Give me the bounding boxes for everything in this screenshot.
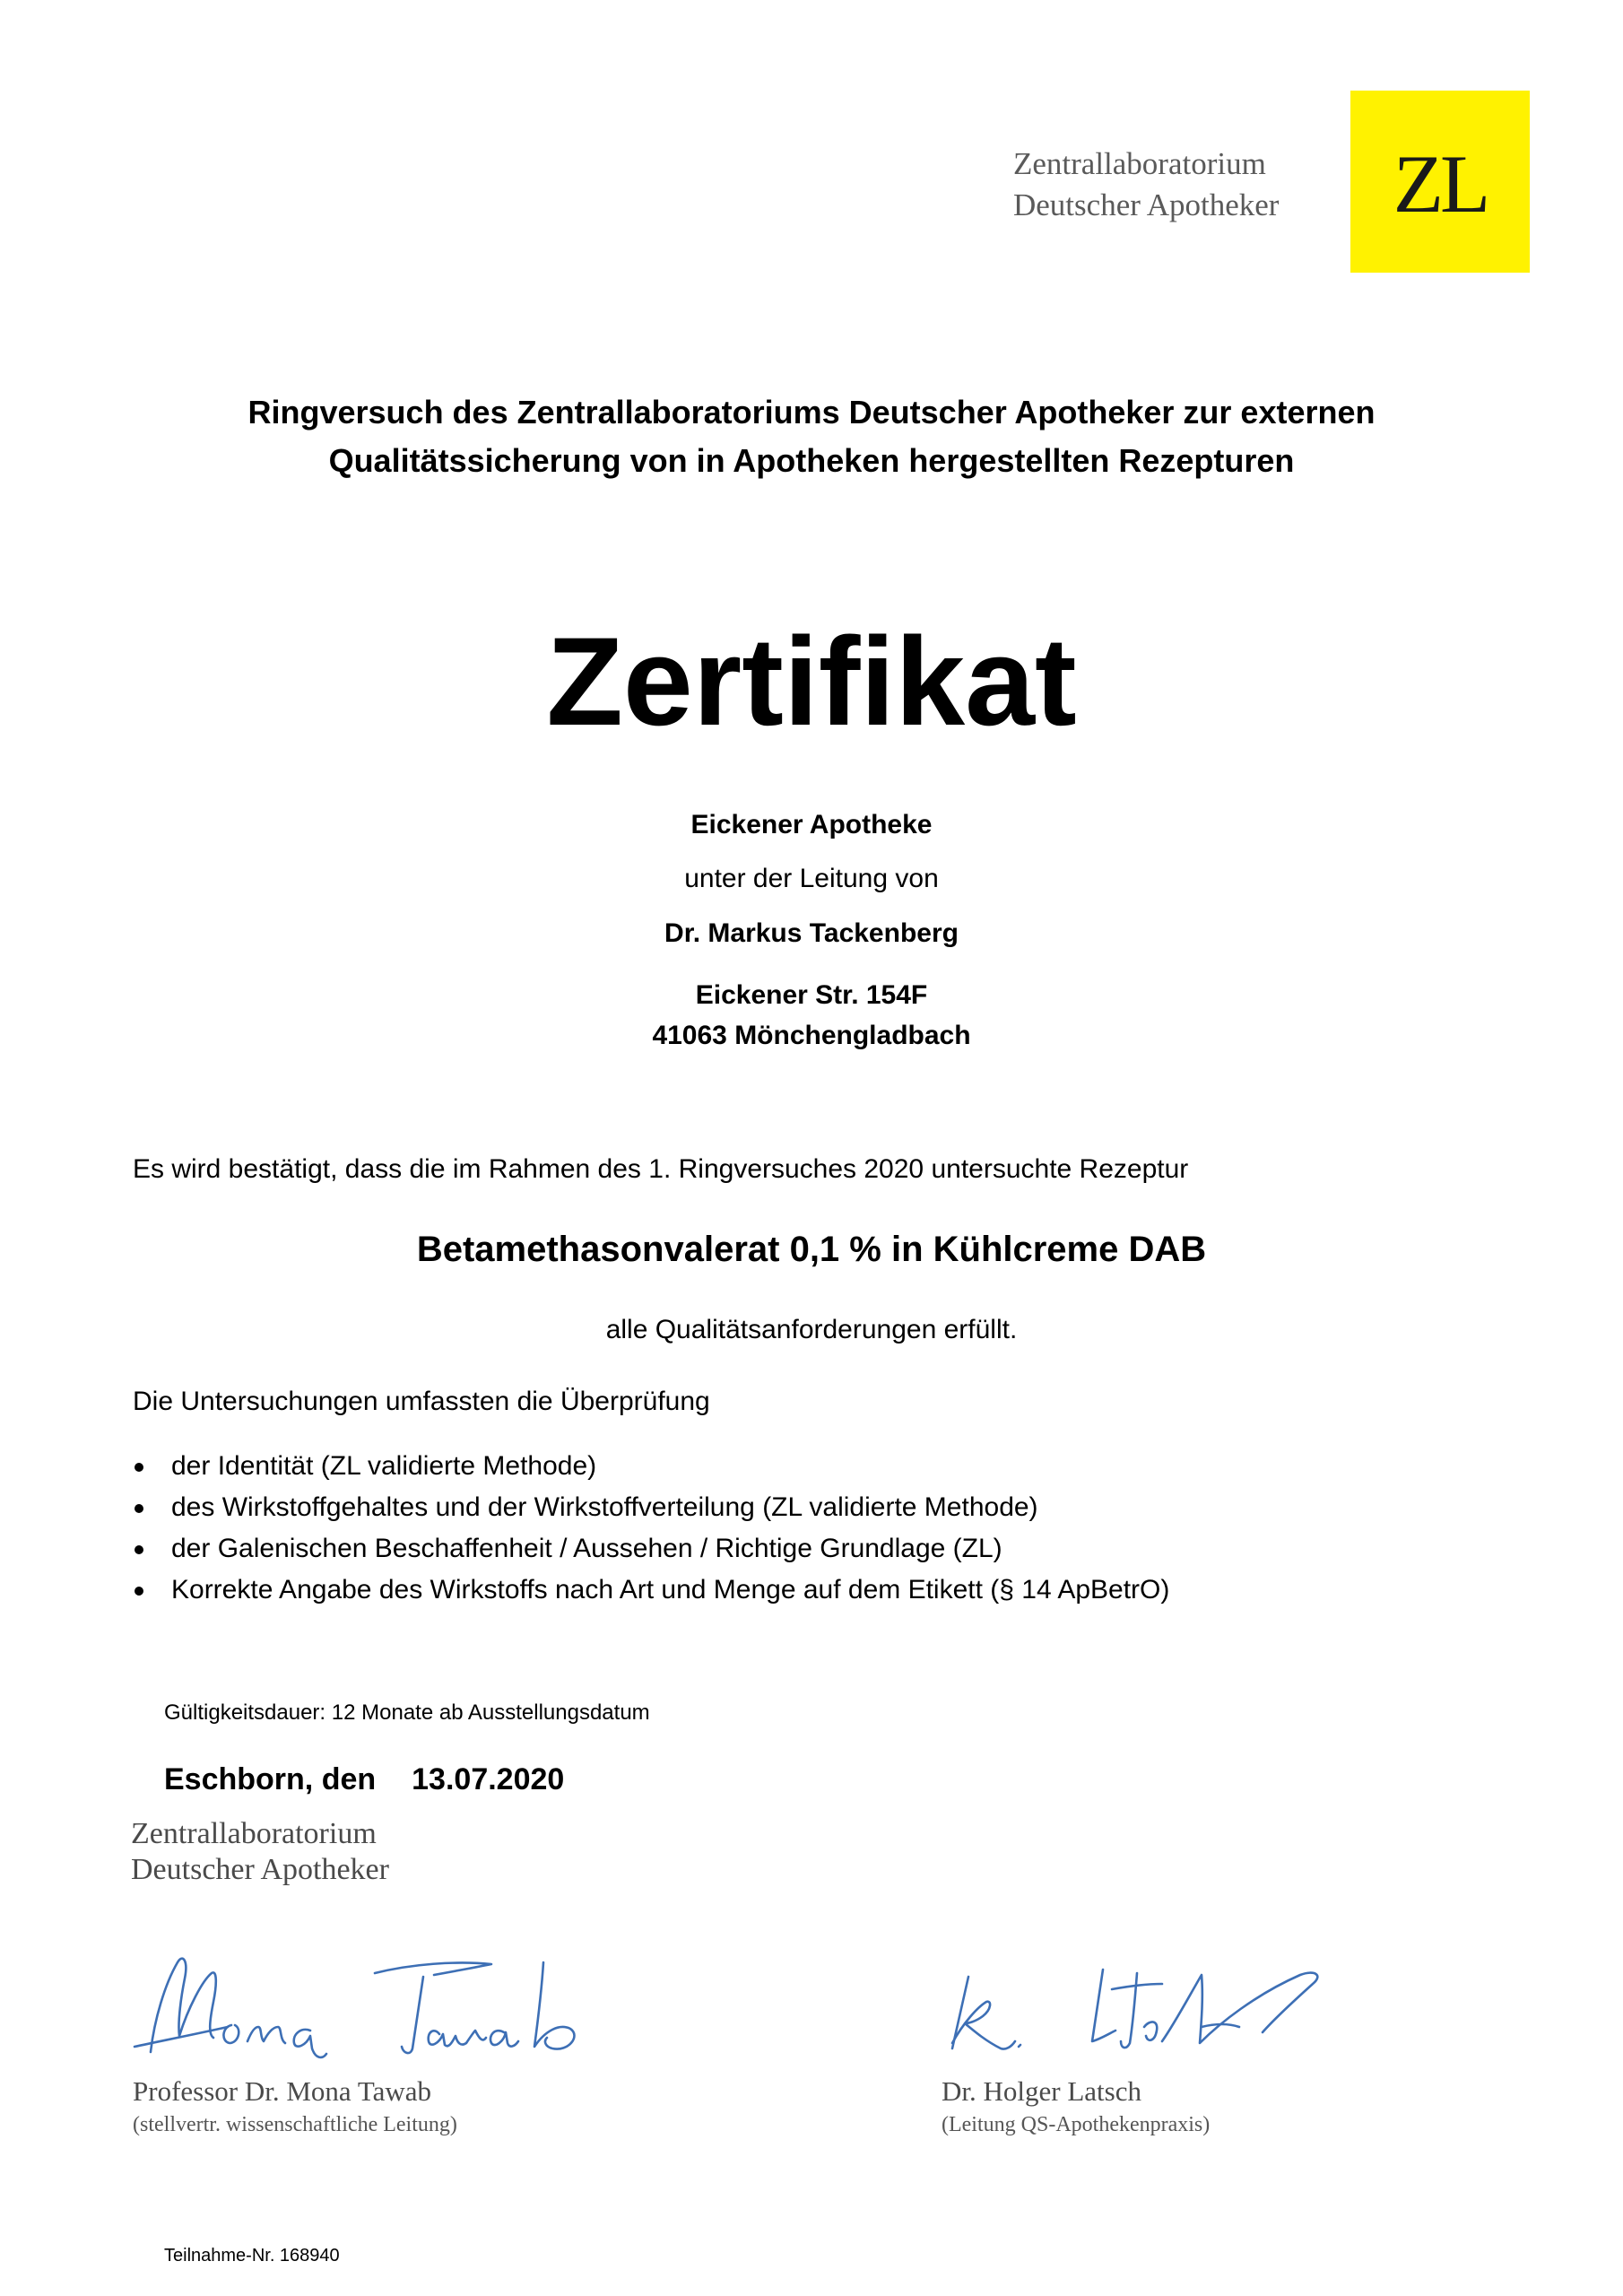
bullet-icon xyxy=(135,1545,143,1554)
check-text: des Wirkstoffgehaltes und der Wirkstoffverteilung (ZL validierte Methode) xyxy=(171,1492,1038,1522)
org-name-header xyxy=(1013,144,1279,226)
bullet-icon xyxy=(135,1463,143,1472)
check-text: Korrekte Angabe des Wirkstoffs nach Art und Menge auf dem Etikett (§ 14 ApBetrO) xyxy=(171,1575,1170,1605)
signer-1-role: (stellvertr. wissenschaftliche Leitung) xyxy=(133,2113,457,2136)
signer-2-role: (Leitung QS-Apothekenpraxis) xyxy=(942,2113,1211,2136)
certificate-heading xyxy=(0,388,1623,485)
list-item xyxy=(133,1446,1169,1487)
signer-2-name: Dr. Holger Latsch xyxy=(942,2075,1141,2107)
signature-tawab xyxy=(124,1937,608,2081)
heading-line2: Qualitätssicherung von in Apotheken hergestellten Rezepturen xyxy=(328,442,1295,479)
place-date xyxy=(164,1762,564,1797)
confirmation-text: Es wird bestätigt, dass die im Rahmen des 1. Ringversuches 2020 untersuchte Rezeptur xyxy=(133,1154,1189,1184)
participant-number: Teilnahme-Nr. 168940 xyxy=(164,2246,340,2266)
checks-list xyxy=(133,1446,1169,1611)
zl-logo-text: ZL xyxy=(1393,138,1488,230)
scope-intro: Die Untersuchungen umfassten die Überprüfung xyxy=(133,1387,710,1416)
issue-place: Eschborn, den xyxy=(164,1762,377,1796)
signature-latsch xyxy=(933,1937,1354,2081)
address-city: 41063 Mönchengladbach xyxy=(652,1021,971,1050)
product-name: Betamethasonvalerat 0,1 % in Kühlcreme DAB xyxy=(416,1230,1207,1269)
zl-logo xyxy=(1350,91,1530,273)
validity-text: Gültigkeitsdauer: 12 Monate ab Ausstellungsdatum xyxy=(164,1700,650,1725)
footer-org-line1: Zentrallaboratorium xyxy=(131,1817,377,1850)
heading-line1: Ringversuch des Zentrallaboratoriums Deutscher Apotheker zur externen xyxy=(247,394,1376,430)
org-name-footer xyxy=(131,1816,389,1888)
certificate-title: Zertifikat xyxy=(546,611,1077,752)
bullet-icon xyxy=(135,1504,143,1513)
issue-date: 13.07.2020 xyxy=(412,1762,565,1796)
list-item xyxy=(133,1528,1169,1570)
fulfilled-text: alle Qualitätsanforderungen erfüllt. xyxy=(605,1315,1018,1344)
signer-1-name: Professor Dr. Mona Tawab xyxy=(133,2075,432,2107)
bullet-icon xyxy=(135,1587,143,1596)
check-text: der Galenischen Beschaffenheit / Aussehen / Richtige Grundlage (ZL) xyxy=(171,1534,1002,1563)
pharmacy-name: Eickener Apotheke xyxy=(690,810,933,839)
pharmacy-owner: Dr. Markus Tackenberg xyxy=(664,918,959,948)
list-item xyxy=(133,1570,1169,1611)
list-item xyxy=(133,1487,1169,1528)
footer-org-line2: Deutscher Apotheker xyxy=(131,1853,389,1886)
under-direction-text: unter der Leitung von xyxy=(684,864,939,893)
check-text: der Identität (ZL validierte Methode) xyxy=(171,1451,597,1481)
org-name-line1: Zentrallaboratorium xyxy=(1013,146,1266,181)
address-street: Eickener Str. 154F xyxy=(695,980,928,1010)
org-name-line2: Deutscher Apotheker xyxy=(1013,187,1280,222)
